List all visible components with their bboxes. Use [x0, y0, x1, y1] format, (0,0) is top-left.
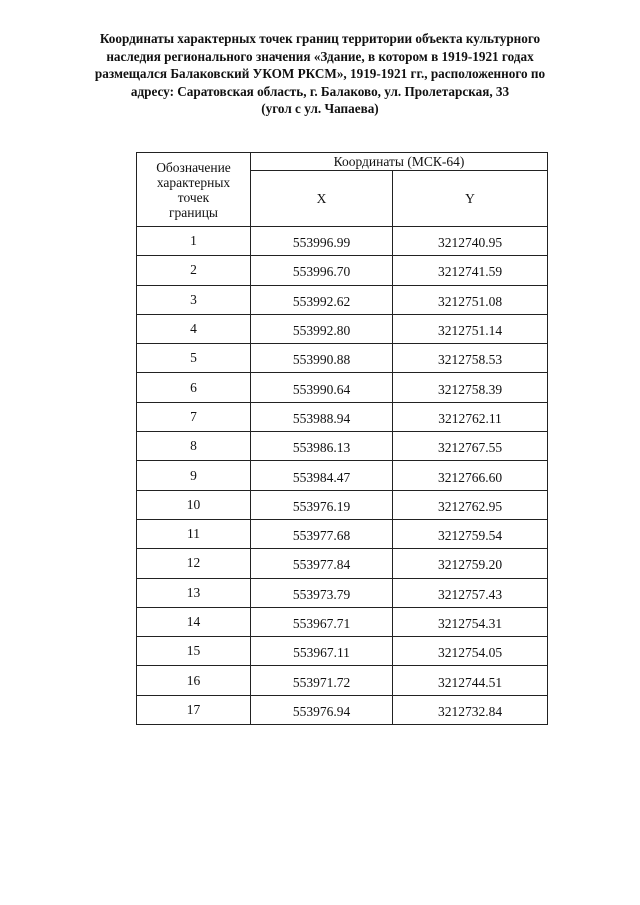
x-coordinate-cell: 553990.88: [251, 344, 393, 373]
y-coordinate-cell: 3212758.39: [393, 373, 548, 402]
title-line: адресу: Саратовская область, г. Балаково, ул. Пролетарская, 33: [130, 83, 510, 99]
point-number-cell: 5: [137, 344, 251, 373]
table-row: [137, 519, 548, 548]
point-number-cell: 8: [137, 432, 251, 461]
table-row: [137, 461, 548, 490]
point-number-cell: 4: [137, 314, 251, 343]
table-row: [137, 490, 548, 519]
table-row: [137, 285, 548, 314]
y-coordinate-cell: 3212751.14: [393, 314, 548, 343]
x-coordinate-cell: 553984.47: [251, 461, 393, 490]
x-coordinate-cell: 553977.84: [251, 549, 393, 578]
title-line: наследия регионального значения «Здание, в котором в 1919-1921 годах: [106, 48, 534, 64]
point-number-cell: 11: [137, 519, 251, 548]
table-row: [137, 695, 548, 724]
table-row: [137, 227, 548, 256]
point-number-cell: 12: [137, 549, 251, 578]
point-number-cell: 14: [137, 607, 251, 636]
point-header: [137, 153, 251, 227]
table-row: [137, 402, 548, 431]
y-coordinate-cell: 3212762.95: [393, 490, 548, 519]
title-line: Координаты характерных точек границ территории объекта культурного: [99, 31, 541, 46]
point-header-line: характерных: [156, 174, 231, 190]
x-coordinate-cell: 553977.68: [251, 519, 393, 548]
y-coordinate-cell: 3212741.59: [393, 256, 548, 285]
document-title: [60, 30, 580, 118]
point-number-cell: 3: [137, 285, 251, 314]
title-line: размещался Балаковский УКОМ РКСМ», 1919-1921 гг., расположенного по: [94, 66, 546, 82]
coordinates-header: Координаты (МСК-64): [251, 153, 548, 171]
table-row: [137, 607, 548, 636]
point-number-cell: 15: [137, 637, 251, 666]
x-coordinate-cell: 553973.79: [251, 578, 393, 607]
point-number-cell: 7: [137, 402, 251, 431]
point-number-cell: 16: [137, 666, 251, 695]
y-coordinate-cell: 3212758.53: [393, 344, 548, 373]
y-coordinate-cell: 3212762.11: [393, 402, 548, 431]
y-coordinate-cell: 3212751.08: [393, 285, 548, 314]
x-coordinate-cell: 553967.11: [251, 637, 393, 666]
x-coordinate-cell: 553988.94: [251, 402, 393, 431]
x-coordinate-cell: 553996.99: [251, 227, 393, 256]
y-coordinate-cell: 3212767.55: [393, 432, 548, 461]
x-coordinate-cell: 553992.80: [251, 314, 393, 343]
x-coordinate-cell: 553976.19: [251, 490, 393, 519]
point-number-cell: 17: [137, 695, 251, 724]
x-coordinate-cell: 553976.94: [251, 695, 393, 724]
table-row: [137, 344, 548, 373]
y-coordinate-cell: 3212740.95: [393, 227, 548, 256]
x-coordinate-cell: 553996.70: [251, 256, 393, 285]
y-coordinate-cell: 3212744.51: [393, 666, 548, 695]
x-coordinate-cell: 553986.13: [251, 432, 393, 461]
x-coordinate-cell: 553992.62: [251, 285, 393, 314]
y-coordinate-cell: 3212754.05: [393, 637, 548, 666]
table-row: [137, 432, 548, 461]
table-row: [137, 373, 548, 402]
y-coordinate-cell: 3212732.84: [393, 695, 548, 724]
y-header: Y: [393, 171, 548, 227]
table-row: [137, 578, 548, 607]
coordinates-table: [136, 152, 548, 725]
table-row: [137, 314, 548, 343]
table-row: [137, 256, 548, 285]
point-number-cell: 1: [137, 227, 251, 256]
point-header-line: Обозначение: [156, 159, 231, 175]
x-header: X: [251, 171, 393, 227]
point-number-cell: 10: [137, 490, 251, 519]
y-coordinate-cell: 3212766.60: [393, 461, 548, 490]
coordinates-body: [137, 227, 548, 725]
table-row: [137, 549, 548, 578]
y-coordinate-cell: 3212759.20: [393, 549, 548, 578]
y-coordinate-cell: 3212759.54: [393, 519, 548, 548]
point-number-cell: 9: [137, 461, 251, 490]
x-coordinate-cell: 553990.64: [251, 373, 393, 402]
title-line: (угол с ул. Чапаева): [261, 101, 379, 117]
point-header-line: границы: [168, 204, 219, 220]
point-number-cell: 6: [137, 373, 251, 402]
point-number-cell: 2: [137, 256, 251, 285]
point-number-cell: 13: [137, 578, 251, 607]
table-row: [137, 637, 548, 666]
x-coordinate-cell: 553967.71: [251, 607, 393, 636]
y-coordinate-cell: 3212754.31: [393, 607, 548, 636]
point-header-line: точек: [177, 189, 210, 205]
x-coordinate-cell: 553971.72: [251, 666, 393, 695]
table-row: [137, 666, 548, 695]
y-coordinate-cell: 3212757.43: [393, 578, 548, 607]
